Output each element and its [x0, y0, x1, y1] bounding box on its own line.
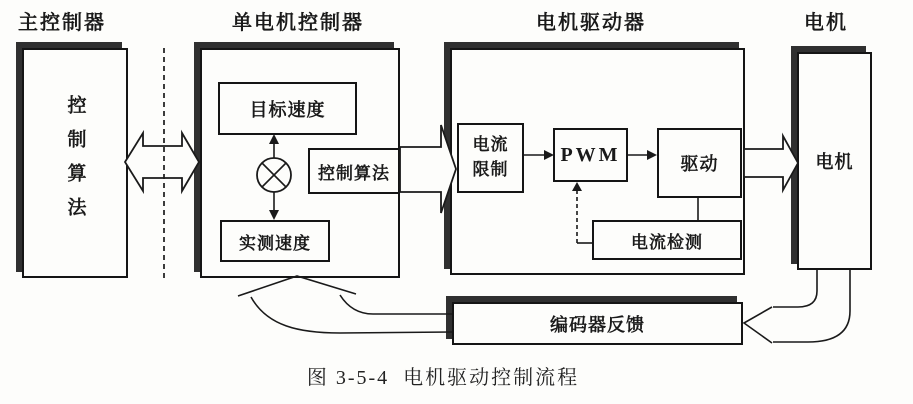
- target-speed-label: 目标速度: [249, 99, 326, 120]
- drive-label: 驱动: [680, 154, 719, 174]
- feedback-arrow-motor-to-encoder-icon: [744, 270, 850, 343]
- column-label-motor: 电机: [804, 12, 848, 34]
- column-label-main-controller: 主控制器: [18, 12, 106, 34]
- motor-label: 电机: [815, 152, 854, 172]
- motor-box: [797, 52, 872, 270]
- main-controller-algorithm-label: 控制算法: [64, 95, 86, 231]
- main-controller-box: [22, 48, 128, 278]
- measured-speed-box: [220, 220, 330, 262]
- feedback-arrow-encoder-to-controller-icon: [238, 276, 452, 333]
- encoder-feedback-label: 编码器反馈: [550, 314, 645, 335]
- bidirectional-arrow-icon: [125, 133, 199, 191]
- pwm-box: [553, 128, 628, 182]
- current-detection-label: 电流检测: [631, 232, 703, 252]
- driver-to-motor-arrow-icon: [744, 136, 798, 190]
- measured-speed-label: 实测速度: [239, 233, 311, 253]
- column-label-single-motor-controller: 单电机控制器: [232, 12, 364, 34]
- current-detection-box: [592, 220, 742, 260]
- drive-box: [657, 128, 742, 198]
- target-speed-box: [218, 82, 357, 135]
- column-label-motor-driver: 电机驱动器: [536, 12, 646, 34]
- figure-caption: 图 3-5-4 电机驱动控制流程: [306, 367, 580, 389]
- current-limit-label: 电流限制: [472, 135, 509, 179]
- control-algorithm-box: [308, 148, 400, 194]
- current-limit-box: [457, 123, 524, 193]
- pwm-label: PWM: [560, 143, 621, 166]
- control-to-driver-arrow-icon: [400, 125, 456, 213]
- encoder-feedback-box: [452, 302, 743, 345]
- control-algorithm-label: 控制算法: [318, 163, 390, 183]
